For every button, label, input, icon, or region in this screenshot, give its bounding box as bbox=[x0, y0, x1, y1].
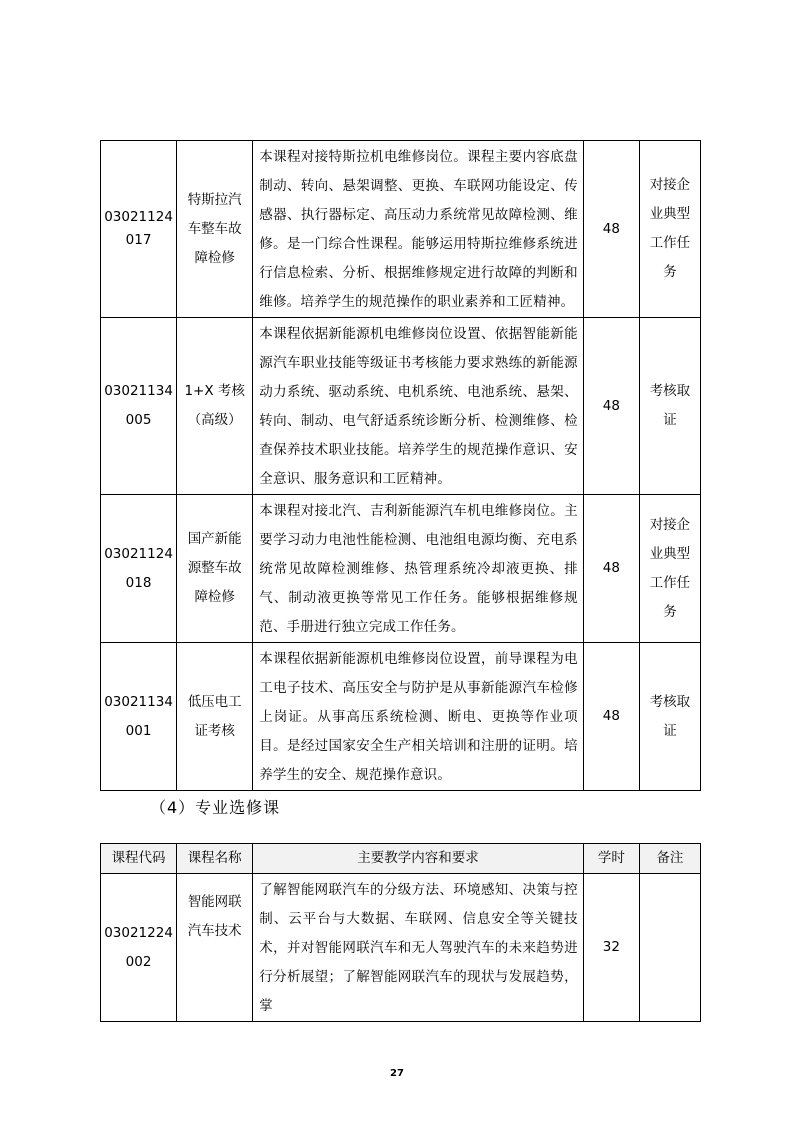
course-code: 03021224 bbox=[104, 924, 173, 941]
table-row bbox=[101, 318, 701, 495]
course-note: 对接企 bbox=[649, 516, 691, 533]
course-note: 务 bbox=[663, 264, 677, 280]
course-code: 03021134 bbox=[104, 693, 173, 710]
course-code-cell bbox=[101, 495, 177, 643]
table-row bbox=[101, 141, 701, 318]
table-row bbox=[101, 874, 701, 1022]
course-code: 001 bbox=[125, 722, 152, 739]
course-name-cell bbox=[177, 141, 253, 318]
course-note: 工作任 bbox=[649, 574, 691, 591]
course-note: 证 bbox=[663, 412, 677, 428]
course-name-cell bbox=[177, 643, 253, 791]
course-note-empty bbox=[639, 874, 700, 1022]
course-note: 务 bbox=[663, 603, 677, 620]
course-code: 005 bbox=[125, 412, 152, 428]
course-name: 障检修 bbox=[194, 249, 235, 266]
course-note-cell bbox=[639, 495, 700, 643]
course-name: 国产新能 bbox=[187, 531, 242, 547]
course-code: 03021124 bbox=[104, 545, 173, 562]
course-note-cell bbox=[639, 643, 700, 791]
course-note: 工作任 bbox=[649, 235, 691, 251]
header-course-code: 课程代码 bbox=[101, 844, 177, 874]
elective-courses-table bbox=[100, 843, 701, 1022]
course-name-cell bbox=[177, 874, 253, 1022]
course-hours: 48 bbox=[583, 495, 639, 643]
course-note: 考核取 bbox=[649, 383, 691, 399]
course-name: 汽车技术 bbox=[187, 923, 242, 939]
course-code: 03021134 bbox=[104, 383, 173, 399]
course-name: 证考核 bbox=[194, 722, 235, 739]
course-note-cell bbox=[639, 141, 700, 318]
course-content: 本课程依据新能源机电维修岗位设置、依据智能新能源汽车职业技能等级证书考核能力要求熟练的新能源动力系统、驱动系统、电机系统、电池系统、悬架、转向、制动、电气舒适系统诊断分析、检测维修、检查保养技术职业技能。培养学生的规范操作意识、安全意识、服务意识和工匠精神。 bbox=[253, 318, 584, 495]
course-content: 了解智能网联汽车的分级方法、环境感知、决策与控制、云平台与大数据、车联网、信息安全等关键技术，并对智能网联汽车和无人驾驶汽车的未来趋势进行分析展望；了解智能网联汽车的现状与发展趋势，掌 bbox=[253, 874, 584, 1022]
section-heading: （4）专业选修课 bbox=[150, 798, 281, 817]
course-name: （高级） bbox=[187, 412, 242, 428]
course-note: 业典型 bbox=[649, 206, 691, 222]
course-note: 业典型 bbox=[649, 545, 691, 562]
course-code-cell bbox=[101, 318, 177, 495]
header-course-name: 课程名称 bbox=[177, 844, 253, 874]
table-header-row bbox=[101, 844, 701, 874]
course-hours: 48 bbox=[583, 141, 639, 318]
course-note: 考核取 bbox=[649, 693, 691, 710]
header-note: 备注 bbox=[639, 844, 700, 874]
course-name: 车整车故 bbox=[187, 220, 242, 237]
course-content: 本课程对接特斯拉机电维修岗位。课程主要内容底盘制动、转向、悬架调整、更换、车联网功能设定、传感器、执行器标定、高压动力系统常见故障检测、维修。是一门综合性课程。能够运用特斯拉维修系统进行信息检索、分析、根据维修规定进行故障的判断和维修。培养学生的规范操作的职业素养和工匠精神。 bbox=[253, 141, 584, 318]
course-name: 特斯拉汽 bbox=[187, 191, 242, 208]
course-code-cell bbox=[101, 874, 177, 1022]
course-code-cell bbox=[101, 643, 177, 791]
course-hours: 32 bbox=[583, 874, 639, 1022]
course-note: 对接企 bbox=[649, 177, 691, 193]
course-name-cell bbox=[177, 495, 253, 643]
course-content: 本课程依据新能源机电维修岗位设置，前导课程为电工电子技术、高压安全与防护是从事新能源汽车检修上岗证。从事高压系统检测、断电、更换等作业项目。是经过国家安全生产相关培训和注册的证明。培养学生的安全、规范操作意识。 bbox=[253, 643, 584, 791]
course-code: 03021124 bbox=[104, 209, 173, 225]
course-name: 低压电工 bbox=[187, 693, 242, 710]
course-name: 1+X 考核 bbox=[184, 383, 245, 399]
page-number: 27 bbox=[390, 1068, 404, 1079]
course-hours: 48 bbox=[583, 643, 639, 791]
course-hours: 48 bbox=[583, 318, 639, 495]
header-content: 主要教学内容和要求 bbox=[253, 844, 584, 874]
course-name: 障检修 bbox=[194, 589, 235, 605]
course-name: 智能网联 bbox=[187, 894, 242, 910]
table-row bbox=[101, 495, 701, 643]
course-name: 源整车故 bbox=[187, 560, 242, 576]
course-code: 018 bbox=[125, 574, 152, 591]
course-code: 017 bbox=[125, 232, 152, 248]
course-note-cell bbox=[639, 318, 700, 495]
course-code: 002 bbox=[125, 953, 152, 970]
required-courses-table bbox=[100, 140, 701, 791]
course-content: 本课程对接北汽、吉利新能源汽车机电维修岗位。主要学习动力电池性能检测、电池组电源均衡、充电系统常见故障检测维修、热管理系统冷却液更换、排气、制动液更换等常见工作任务。能够根据维修规范、手册进行独立完成工作任务。 bbox=[253, 495, 584, 643]
course-name-cell bbox=[177, 318, 253, 495]
table-row bbox=[101, 643, 701, 791]
header-hours: 学时 bbox=[583, 844, 639, 874]
course-code-cell bbox=[101, 141, 177, 318]
course-note: 证 bbox=[663, 722, 677, 739]
